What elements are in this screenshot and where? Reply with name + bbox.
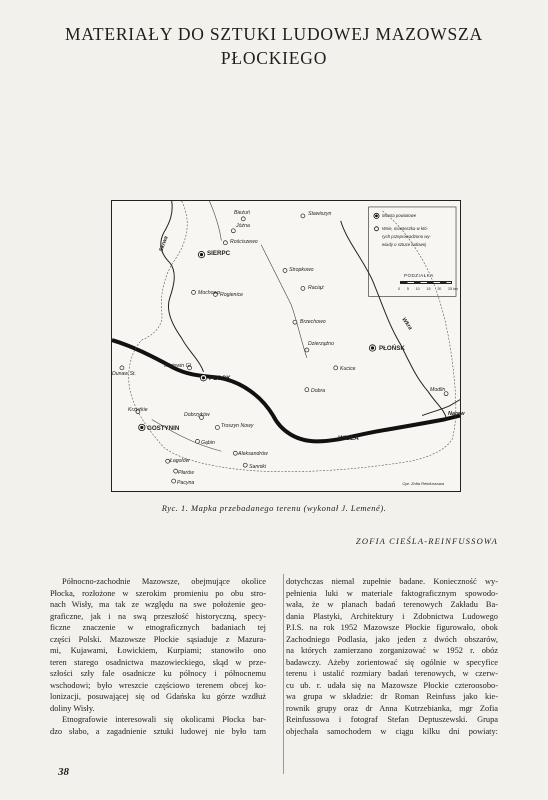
- place-label: Rościszewo: [230, 239, 258, 245]
- place-label: Modlin: [430, 387, 446, 393]
- text-line: P.I.S. na rok 1952 Mazowsze Płockie figurowało, obok: [286, 623, 498, 632]
- figure-caption: Ryc. 1. Mapka przebadanego terenu (wykonał J. Lemené).: [161, 503, 387, 513]
- map-figure: [111, 200, 465, 492]
- scale-number: 15: [426, 287, 431, 291]
- place-label: Łagolów: [170, 458, 190, 464]
- page-number: 38: [58, 766, 69, 778]
- place-label: Mistewin Gł.: [164, 363, 193, 369]
- skrwa-river: [158, 201, 204, 372]
- place-label: Kucice: [340, 366, 356, 372]
- place-label: Brzechowo: [300, 319, 326, 325]
- place-label: Stropkowo: [289, 267, 314, 273]
- text-line: teren starego osadnictwa mazowieckiego, skąd w prze-: [50, 657, 266, 667]
- scale-bar: [400, 281, 452, 284]
- article-title: [40, 22, 508, 70]
- map-credit: Opr. Zofia Reinfussowa: [402, 481, 444, 486]
- text-line: Reinfussowa i fotograf Stefan Deptuszewski. Grupa: [286, 715, 498, 724]
- place-label: Krzyżkie: [128, 407, 148, 413]
- river-label: Skrwa: [158, 235, 170, 253]
- scale-number: 20: [437, 287, 442, 291]
- text-line: dzo słabo, a zagadnienie sztuki ludowej nie było tam: [50, 726, 266, 736]
- place-label: Płarów: [178, 470, 194, 476]
- text-line: rownik grupy oraz dr Anna Kutrzebianka, mgr Zofia: [286, 703, 498, 713]
- scale-number: 25 km: [448, 287, 458, 291]
- text-line: nach Wisły, ma tak ze względu na swe położenie geo-: [50, 600, 266, 609]
- place-label: Pacyna: [177, 480, 195, 486]
- text-line: Płocka, rozłożone w szerokim promieniu po obu stro-: [50, 588, 266, 598]
- text-line: Zachodniego Podlasia, jako jeden z dwóch obszarów,: [286, 634, 498, 644]
- legend-village-3: wiady o sztuce ludowej: [382, 242, 426, 247]
- place-label: Sanniki: [249, 464, 267, 470]
- author-name: ZOFIA CIEŚLA-REINFUSSOWA: [355, 536, 498, 546]
- place-label: Dobra: [311, 388, 326, 394]
- text-line: doliny Wisły.: [50, 703, 95, 713]
- text-line: szłości szły fale osadnicze ku północy i północnemu: [50, 669, 266, 678]
- legend-village-2: rych przeprowadzono wy-: [382, 234, 431, 239]
- legend-village-1: Wsie, miasteczka w któ-: [382, 226, 429, 231]
- place-label: Dobrzyków: [184, 412, 210, 418]
- text-line: mi, Kujawami, Łowickiem, Kurpiami; stanowiło ono: [50, 646, 266, 655]
- place-label: Rogienice: [220, 292, 244, 298]
- text-line: badawczy. Ażeby zorientować się ogólnie w specyfice: [286, 657, 498, 667]
- text-line: Północno-zachodnie Mazowsze, obejmujące okolice: [62, 577, 266, 586]
- river-label: Wkra: [400, 316, 414, 332]
- legend-town: Miasta powiatowe: [382, 213, 417, 218]
- column-divider: [283, 574, 284, 774]
- place-label: Jóżna: [236, 223, 250, 229]
- text-line: dania Plastyki, Architektury i Zdobnictwa Ludowego: [286, 611, 498, 621]
- text-line: pełnienia luki w materiale faktograficznym spowodo-: [286, 588, 498, 598]
- text-line: ficzne znaczenie w etnograficznych badaniach tej: [50, 623, 266, 632]
- scale-number: 10: [415, 287, 420, 291]
- article-title-line-2: PŁOCKIEGO: [220, 48, 328, 68]
- article-title-line-1: MATERIAŁY DO SZTUKI LUDOWEJ MAZOWSZA: [65, 24, 483, 44]
- town-label: PŁOCK: [209, 375, 231, 382]
- map-legend: [370, 207, 458, 297]
- place-label: Raciąż: [308, 285, 324, 291]
- place-label: Stawiszyn: [308, 211, 332, 217]
- river-label: Narew: [448, 411, 465, 417]
- river-label: WISŁA: [338, 435, 359, 442]
- text-line: lonizacji, posuwającej się od Gdańska ku górze wzdłuż: [50, 692, 266, 701]
- text-line: objechała samochodem w ciągu kilku dni powiaty:: [286, 726, 498, 736]
- town-label: GOSTYNIN: [147, 425, 180, 432]
- text-line: wschodowi; było wreszcie częściowo terenem obcej ko-: [50, 680, 266, 690]
- text-line: terenu i ustalić rozmiary badań terenowych, w czerw-: [286, 669, 498, 678]
- place-label: Gąbin: [201, 440, 215, 446]
- text-line: wała, że w planach badań terenowych Zakładu Ba-: [286, 600, 498, 609]
- text-line: cu ub. r. udała się na Mazowsze Płockie czteroosobo-: [286, 680, 498, 690]
- scale-number: 5: [406, 287, 409, 291]
- text-line: części Polski. Mazowsze Płockie sąsiaduje z Mazura-: [50, 634, 266, 644]
- text-line: na których zamierzano zorganizować w 1952 r. obóz: [286, 646, 498, 655]
- left-column: [50, 576, 266, 737]
- scale-number: 0: [398, 287, 400, 291]
- place-label: Troszyn Nowy: [221, 423, 254, 429]
- text-line: wa grupa w składzie: dr Roman Reinfuss jako kie-: [286, 692, 498, 701]
- place-label: Dunaw St.: [112, 371, 136, 377]
- town-label: SIERPC: [207, 250, 231, 257]
- scale-label: PODZIAŁKA: [404, 273, 434, 278]
- text-line: graficzne, jak i na swą przeszłość historyczną, specy-: [50, 611, 266, 621]
- text-line: dotychczas niemal zupełnie badane. Konieczność wy-: [286, 577, 498, 586]
- town-label: PŁOŃSK: [379, 345, 405, 352]
- place-label: Bieżuń: [234, 210, 250, 216]
- place-label: Dzierząźno: [308, 341, 334, 347]
- scale-numbers: [398, 286, 458, 292]
- right-column: [286, 576, 498, 737]
- place-label: Aleksandrów: [238, 451, 268, 457]
- text-line: Etnografowie interesowali się okolicami Płocka bar-: [62, 715, 266, 724]
- place-label: Mochowo: [198, 290, 221, 296]
